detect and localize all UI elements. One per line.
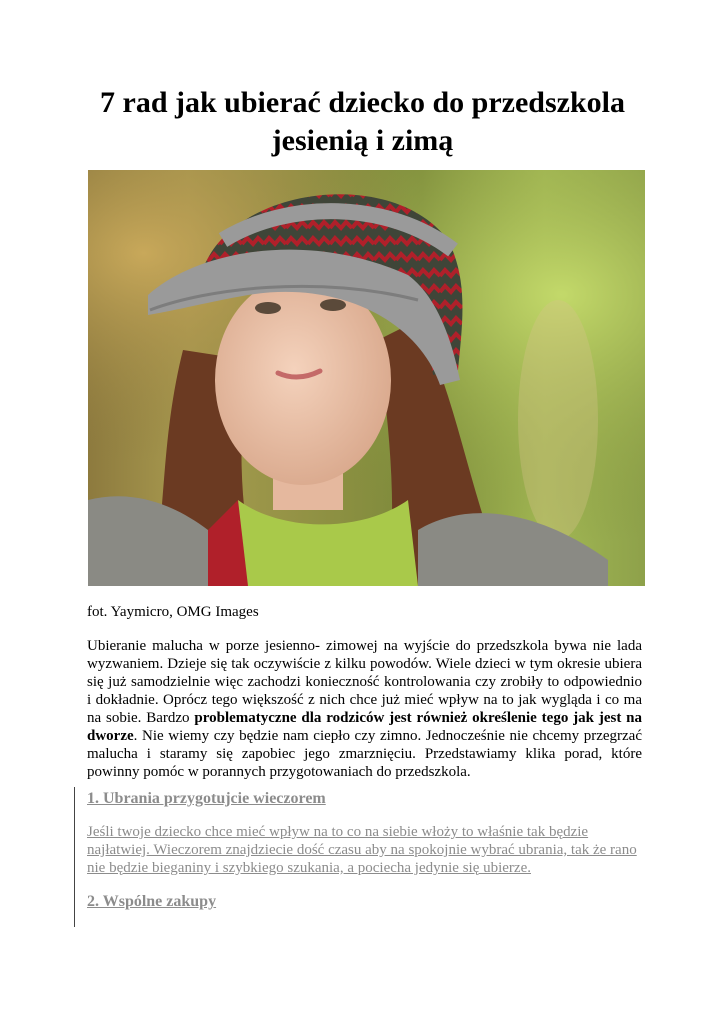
girl-in-knit-hat-illustration bbox=[88, 170, 645, 586]
lead-bold-text: problematyczne dla rodziców jest również określenie tego jak jest na dworze bbox=[87, 710, 642, 744]
lead-text-end: . Nie wiemy czy będzie nam ciepło czy zimno. Jednocześnie nie chcemy przegrzać malucha i staramy się zapobiec jego zmarznięciu. Przedstawiamy klika porad, które powinny pomóc w porannych przygotowaniach do przedszkola. bbox=[87, 728, 642, 780]
section-left-rule bbox=[74, 787, 75, 927]
photo-caption: fot. Yaymicro, OMG Images bbox=[87, 604, 259, 620]
title-line-2: jesienią i zimą bbox=[271, 124, 454, 157]
title-line-1: 7 rad jak ubierać dziecko do przedszkola bbox=[100, 86, 625, 119]
lead-paragraph bbox=[87, 637, 642, 781]
article-photo bbox=[88, 170, 645, 586]
section-heading-2[interactable]: 2. Wspólne zakupy bbox=[87, 893, 217, 910]
section-heading-1[interactable]: 1. Ubrania przygotujcie wieczorem bbox=[87, 790, 326, 807]
lead-text-start: Ubieranie malucha w porze jesienno- zimowej na wyjście do przedszkola bywa nie lada wyzwaniem. Dzieje się tak oczywiście z kilku powodów. Wiele dzieci w tym okresie ubiera się już samodzielnie więc zachodzi konieczność kontrolowania czy zrobiły to odpowiednio i dokładnie. Oprócz tego większość z nich chce już mieć wpływ na to jak wygląda i co ma na sobie. Bardzo bbox=[87, 638, 642, 726]
section-text-1[interactable]: Jeśli twoje dziecko chce mieć wpływ na to co na siebie włoży to właśnie tak będzie najłatwiej. Wieczorem znajdziecie dość czasu aby na spokojnie wybrać ubrania, tak że rano nie będzie bieganiny i szybkiego szukania, a pociecha jedynie się ubierze. bbox=[87, 824, 637, 876]
article-title bbox=[60, 84, 665, 160]
